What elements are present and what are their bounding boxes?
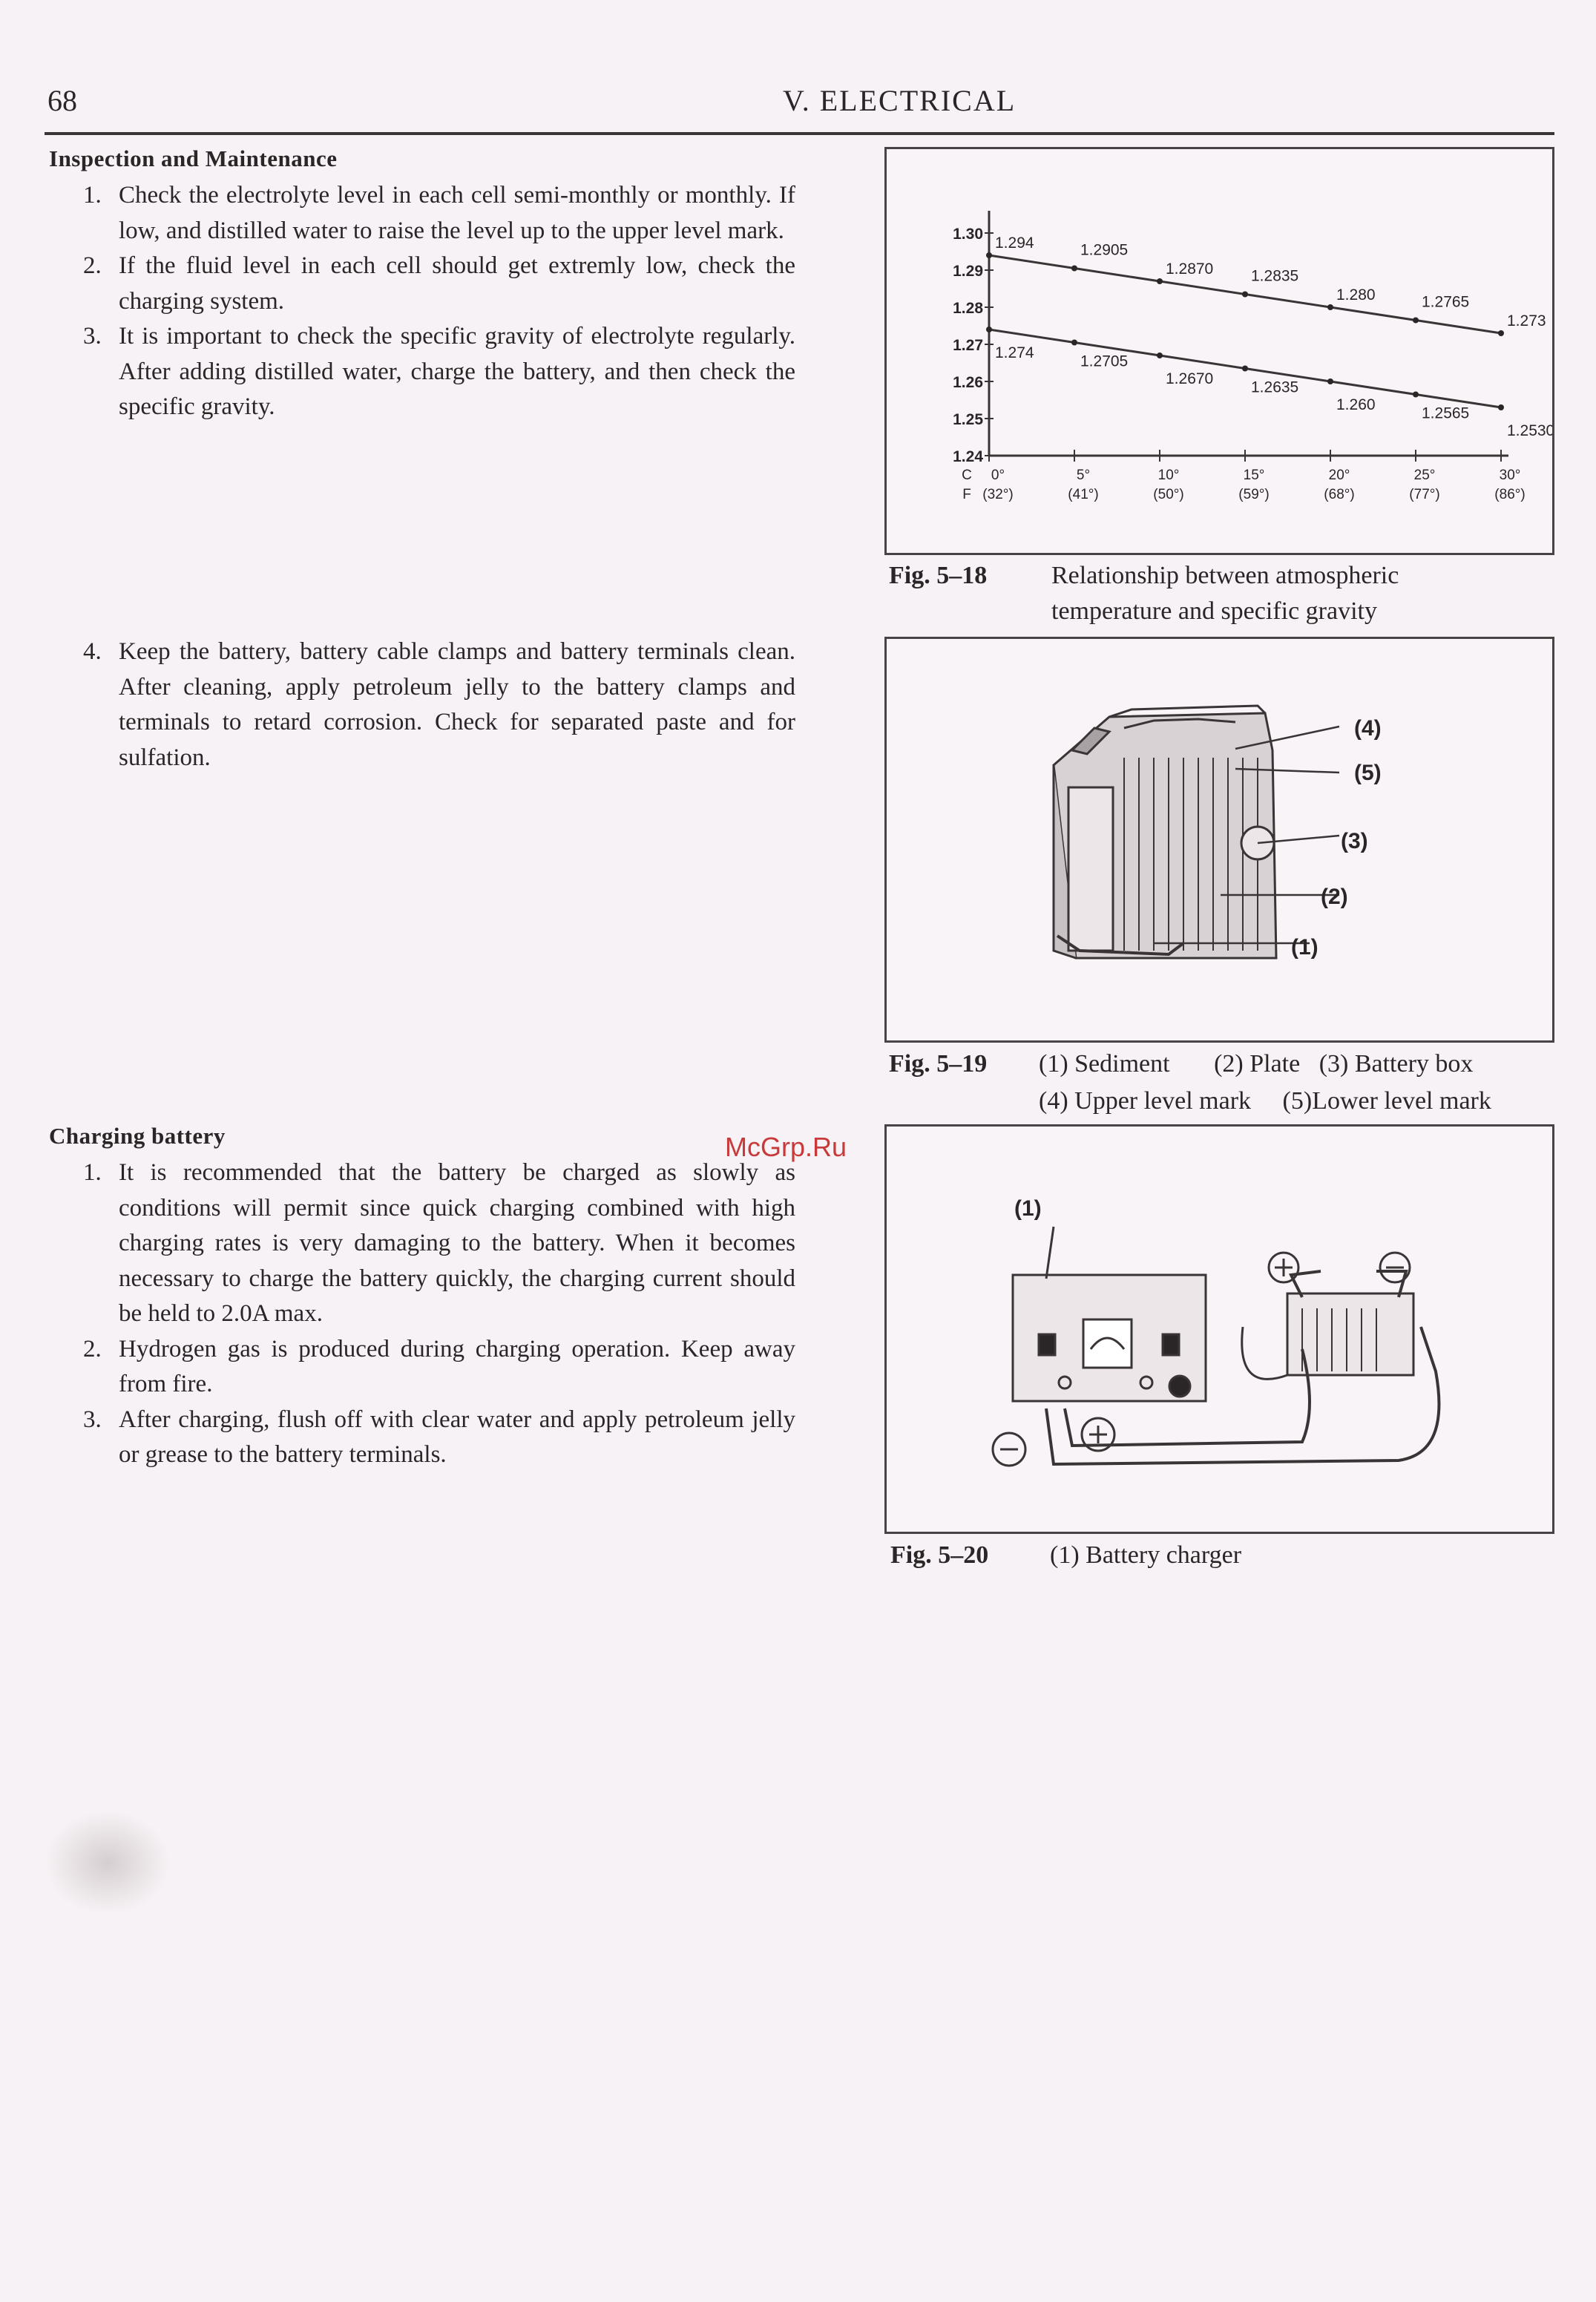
data-point-upper — [986, 252, 992, 258]
y-tick-label: 1.28 — [953, 300, 983, 317]
data-point-lower — [1242, 366, 1248, 372]
callout-2: (2) — [1321, 885, 1348, 909]
x-tick-label-f: (77°) — [1409, 487, 1440, 502]
data-label-lower: 1.2635 — [1251, 378, 1299, 396]
data-label-upper: 1.2905 — [1080, 241, 1129, 259]
x-tick-label-c: 15° — [1243, 468, 1265, 483]
watermark: McGrp.Ru — [725, 1132, 847, 1162]
x-tick-label-c: 10° — [1157, 468, 1180, 483]
charging-item-3: 3. After charging, flush off with clear water and apply petroleum jelly or grease to the battery terminals. — [83, 1406, 795, 1468]
y-tick-label: 1.30 — [953, 226, 983, 243]
data-point-upper — [1327, 304, 1333, 310]
data-label-upper: 1.2765 — [1422, 293, 1470, 311]
page-smudge — [45, 1811, 171, 1915]
fig18-caption-line2: temperature and specific gravity — [1051, 597, 1377, 625]
page-number: 68 — [47, 84, 77, 117]
fig19-frame — [884, 637, 1554, 1043]
fig18-caption-line1: Relationship between atmospheric — [1051, 562, 1399, 589]
inspection-list-1-3 — [83, 178, 795, 425]
fig20-frame — [884, 1124, 1554, 1534]
data-label-upper: 1.294 — [995, 235, 1034, 252]
data-point-upper — [1157, 278, 1163, 284]
fig19-caption-line1: (1) Sediment (2) Plate (3) Battery box — [1039, 1050, 1474, 1078]
charging-item-1: 1. It is recommended that the battery be charged as slowly as conditions will permit since quick charging combined with high charging rates is very damaging to the battery. When it becomes necessary to charge the battery quickly, the charging current should be held to 2.0A max. — [83, 1159, 795, 1327]
x-tick-label-c: 20° — [1328, 468, 1350, 483]
inspection-item-1: 1. Check the electrolyte level in each cell semi-monthly or monthly. If low, and distilled water to raise the level up to the upper level mark. — [83, 182, 795, 244]
x-tick-label-c: 25° — [1413, 468, 1436, 483]
x-tick-label-f: (86°) — [1494, 487, 1526, 502]
x-tick-label-f: (50°) — [1153, 487, 1184, 502]
data-point-lower — [1498, 404, 1504, 410]
x-tick-label-c: 5° — [1076, 468, 1091, 483]
inspection-item-2: 2. If the fluid level in each cell should get extremly low, check the charging system. — [83, 252, 795, 315]
data-label-lower: 1.2670 — [1166, 370, 1214, 387]
callout-3: (3) — [1341, 829, 1368, 853]
callout-5: (5) — [1354, 761, 1382, 785]
inspection-list-4 — [83, 634, 795, 775]
x-axis-label-f: F — [962, 487, 971, 502]
data-point-lower — [1071, 340, 1077, 346]
x-axis-label-c: C — [962, 468, 972, 483]
battery-cutaway-illustration — [887, 639, 1552, 1040]
x-tick-label-f: (32°) — [982, 487, 1014, 502]
fig19-caption-line2: (4) Upper level mark (5)Lower level mark — [1039, 1087, 1491, 1115]
data-label-lower: 1.274 — [995, 344, 1034, 361]
battery-charger-illustration — [887, 1127, 1552, 1532]
x-tick-label-c: 0° — [991, 468, 1005, 483]
fig18-chart-frame — [884, 147, 1554, 555]
data-label-upper: 1.2835 — [1251, 267, 1299, 285]
x-tick-label-f: (59°) — [1238, 487, 1270, 502]
charging-item-2: 2. Hydrogen gas is produced during charging operation. Keep away from fire. — [83, 1335, 795, 1397]
data-label-lower: 1.2565 — [1422, 404, 1470, 422]
data-point-upper — [1071, 266, 1077, 272]
y-tick-label: 1.25 — [953, 411, 983, 428]
charger-callout: (1) — [1014, 1196, 1042, 1221]
data-point-upper — [1498, 330, 1504, 336]
gravity-chart — [887, 149, 1552, 553]
data-label-lower: 1.260 — [1336, 396, 1376, 413]
charging-list — [83, 1155, 795, 1473]
data-point-lower — [986, 327, 992, 332]
inspection-heading: Inspection and Maintenance — [49, 145, 338, 171]
callout-4: (4) — [1354, 716, 1382, 741]
data-point-upper — [1413, 318, 1419, 324]
y-tick-label: 1.27 — [953, 337, 983, 354]
data-label-upper: 1.273 — [1507, 312, 1546, 329]
callout-1: (1) — [1291, 935, 1318, 960]
x-tick-label-f: (41°) — [1068, 487, 1099, 502]
y-tick-label: 1.29 — [953, 263, 983, 280]
data-label-lower: 1.2530 — [1507, 422, 1552, 439]
data-point-upper — [1242, 292, 1248, 298]
section-title: V. ELECTRICAL — [783, 84, 1017, 117]
x-tick-label-c: 30° — [1499, 468, 1521, 483]
inspection-item-3: 3. It is important to check the specific gravity of electrolyte regularly. After adding distilled water, charge the battery, and then check the specific gravity. — [83, 323, 795, 420]
header-rule — [45, 132, 1554, 135]
fig20-label: Fig. 5–20 — [890, 1541, 989, 1569]
data-point-lower — [1413, 392, 1419, 398]
data-point-lower — [1327, 378, 1333, 384]
data-label-upper: 1.280 — [1336, 286, 1376, 304]
y-tick-label: 1.26 — [953, 374, 983, 391]
y-tick-label: 1.24 — [953, 448, 983, 465]
charging-heading: Charging battery — [49, 1123, 226, 1149]
fig20-caption: (1) Battery charger — [1050, 1541, 1242, 1569]
data-point-lower — [1157, 352, 1163, 358]
inspection-item-4: 4. Keep the battery, battery cable clamps and battery terminals clean. After cleaning, apply petroleum jelly to the battery clamps and terminals to retard corrosion. Check for separated paste and for sulfation. — [83, 638, 795, 771]
fig19-label: Fig. 5–19 — [889, 1050, 988, 1078]
fig18-label: Fig. 5–18 — [889, 562, 988, 589]
data-label-lower: 1.2705 — [1080, 352, 1129, 370]
x-tick-label-f: (68°) — [1324, 487, 1355, 502]
data-label-upper: 1.2870 — [1166, 260, 1214, 278]
